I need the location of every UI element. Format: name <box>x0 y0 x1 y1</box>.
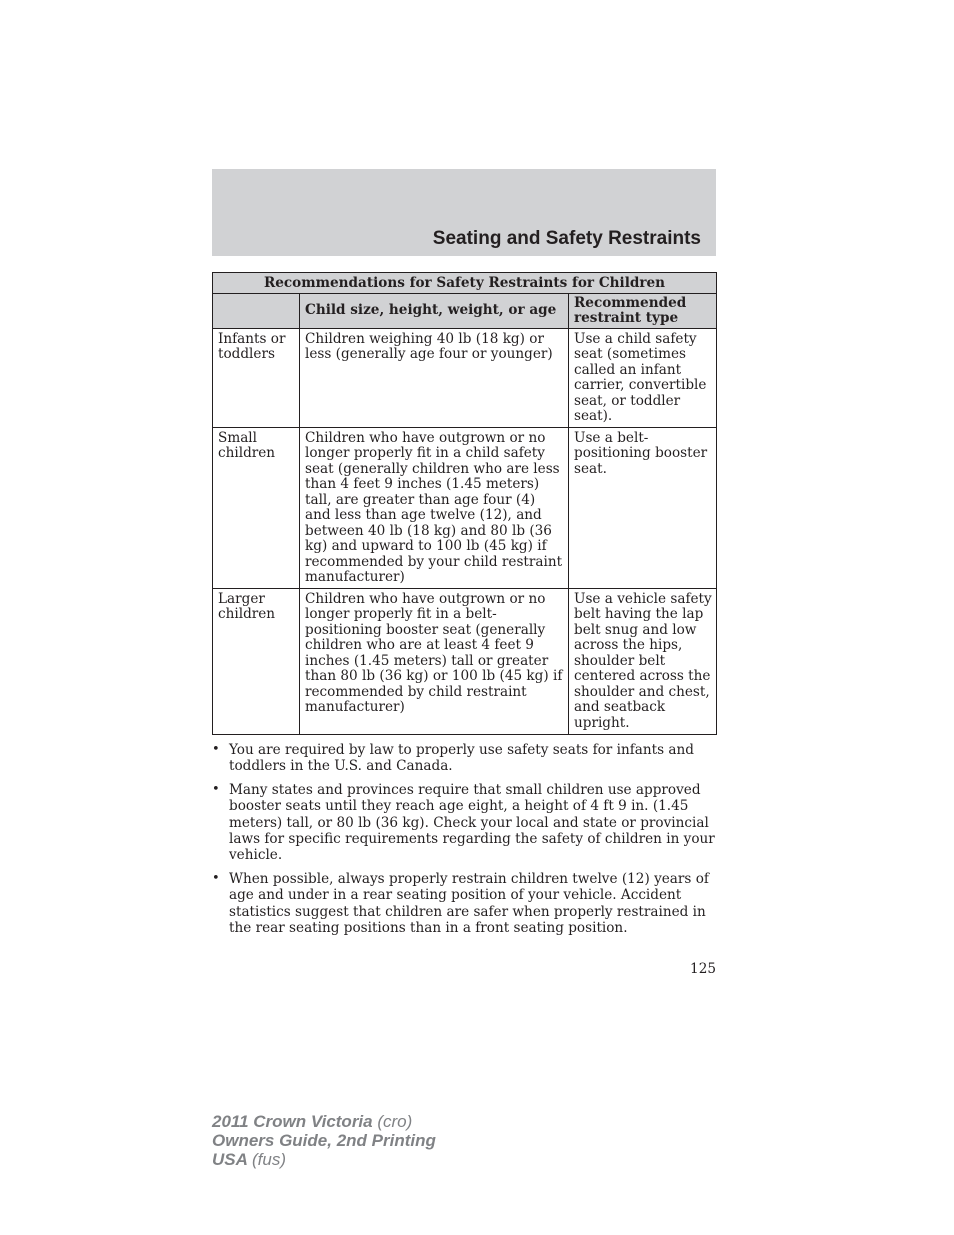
document-footer <box>212 1112 436 1169</box>
footer-market-code: (fus) <box>252 1150 286 1169</box>
page-number: 125 <box>690 961 716 977</box>
table-row <box>213 427 717 588</box>
footer-market: USA <box>212 1150 248 1169</box>
bullet-icon: • <box>212 742 220 757</box>
cell-restraint: Use a child safety seat (sometimes called an infant carrier, convertible seat, or toddler seat). <box>569 328 717 427</box>
cell-group: Small children <box>213 427 300 588</box>
section-title: Seating and Safety Restraints <box>432 228 701 249</box>
section-header-band <box>212 169 716 256</box>
list-item <box>212 782 716 864</box>
cell-group: Larger children <box>213 588 300 734</box>
bullet-icon: • <box>212 781 220 797</box>
cell-size: Children who have outgrown or no longer properly fit in a child safety seat (generally children who are less than 4 feet 9 inches (1.45 meters) tall, are greater than age four (4) and less than age twelve (12), and between 40 lb (18 kg) and 80 lb (36 kg) and upward to 100 lb (45 kg) if recommended by your child restraint manufacturer) <box>300 427 569 588</box>
column-header-size: Child size, height, weight, or age <box>300 293 569 328</box>
list-item <box>212 871 716 937</box>
footer-guide: Owners Guide, 2nd Printing <box>212 1131 436 1150</box>
cell-size: Children who have outgrown or no longer properly fit in a belt-positioning booster seat (generally children who are at least 4 feet 9 inches (1.45 meters) tall or greater than 80 lb (36 kg) or 100 lb (45 kg) if recommended by child restraint manufacturer) <box>300 588 569 734</box>
bullet-text: You are required by law to properly use safety seats for infants and toddlers in the U.S. and Canada. <box>229 742 694 775</box>
column-header-group <box>213 293 300 328</box>
restraint-recommendations-table <box>212 272 717 735</box>
table-caption: Recommendations for Safety Restraints for Children <box>213 273 717 294</box>
table-row <box>213 588 717 734</box>
footer-line-model <box>212 1112 436 1131</box>
table-header-row <box>213 293 717 328</box>
cell-restraint: Use a vehicle safety belt having the lap belt snug and low across the hips, shoulder belt centered across the shoulder and chest, and seatback upright. <box>569 588 717 734</box>
footer-model: 2011 Crown Victoria <box>212 1112 373 1131</box>
bullet-icon: • <box>212 870 220 886</box>
footer-line-guide <box>212 1131 436 1150</box>
footer-line-market <box>212 1150 436 1169</box>
cell-group: Infants or toddlers <box>213 328 300 427</box>
bullet-list <box>212 742 716 943</box>
list-item <box>212 742 716 775</box>
footer-model-code: (cro) <box>377 1112 413 1131</box>
bullet-text: Many states and provinces require that small children use approved booster seats until they reach age eight, a height of 4 ft 9 in. (1.45 meters) tall, or 80 lb (36 kg). Check your local and state or provincial laws for specific requirements regarding the safety of children in your vehicle. <box>229 781 715 864</box>
cell-size: Children weighing 40 lb (18 kg) or less (generally age four or younger) <box>300 328 569 427</box>
table-row <box>213 328 717 427</box>
cell-restraint: Use a belt-positioning booster seat. <box>569 427 717 588</box>
bullet-text: When possible, always properly restrain children twelve (12) years of age and under in a rear seating position of your vehicle. Accident statistics suggest that children are safer when properly restrained in the rear seating positions than in a front seating position. <box>229 870 709 937</box>
column-header-restraint: Recommended restraint type <box>569 293 717 328</box>
